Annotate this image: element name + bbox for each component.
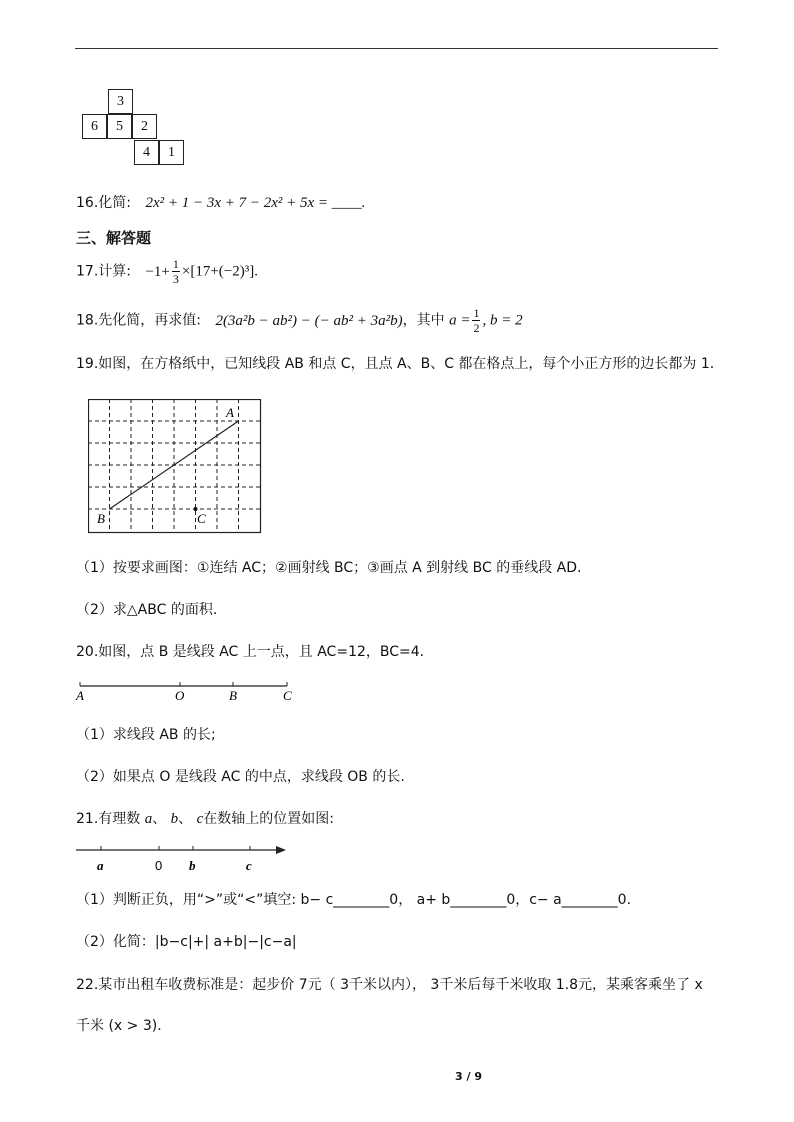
question-20-part-1: （1）求线段 AB 的长; [76, 727, 216, 743]
question-21-part-2: （2）化简：|b−c|+| a+b|−|c−a| [76, 934, 297, 950]
question-label: 16.化简: [76, 195, 131, 211]
label-a: A [226, 405, 234, 420]
math-expression: −1+ [145, 263, 170, 280]
fraction-denominator: 2 [473, 321, 480, 335]
question-19-part-1: （1）按要求画图：①连结 AC；②画射线 BC；③画点 A 到射线 BC 的垂线段 AD. [76, 560, 582, 576]
fraction-numerator: 1 [473, 306, 480, 320]
segment-figure [72, 680, 302, 704]
question-label: 18.先化简，再求值: [76, 312, 201, 329]
question-label: 17.计算: [76, 263, 131, 280]
fraction [172, 258, 180, 285]
condition-expression: a = [449, 312, 471, 329]
header-rule [75, 48, 718, 49]
question-22-line-1: 22.某市出租车收费标准是：起步价 7元（ 3千米以内）， 3千米后每千米收取 1.8元，某乘客乘坐了 x [76, 977, 703, 993]
question-19-text: 19.如图，在方格纸中，已知线段 AB 和点 C，且点 A、B、C 都在格点上，每个小正方形的边长都为 1. [76, 356, 715, 372]
point-label-b: B [229, 688, 237, 703]
point-label-o: O [175, 688, 185, 703]
point-label-a: A [76, 688, 84, 703]
fraction-denominator: 3 [172, 272, 179, 286]
net-cell: 6 [82, 114, 107, 139]
grid-figure [88, 399, 263, 534]
variable-b: b [170, 811, 179, 827]
axis-label-a: a [97, 858, 104, 873]
math-expression: 2x² + 1 − 3x + 7 − 2x² + 5x = ____. [145, 195, 366, 211]
question-18 [76, 307, 523, 334]
page-number: 3 / 9 [455, 1070, 482, 1083]
variable-a: a [144, 811, 153, 827]
question-20-text: 20.如图，点 B 是线段 AC 上一点，且 AC=12，BC=4. [76, 644, 425, 660]
net-cell: 1 [159, 140, 184, 165]
question-21-part-1: （1）判断正负，用“>”或“<”填空: b− c________0， a+ b________0，c− a________0. [76, 892, 632, 908]
section-title: 三、解答题 [76, 229, 152, 247]
fraction-numerator: 1 [172, 257, 179, 271]
net-cell: 5 [107, 114, 132, 139]
condition-text: ，其中 [402, 312, 445, 329]
separator: 、 [178, 811, 193, 827]
question-21-text [76, 808, 334, 828]
fraction [472, 307, 480, 334]
question-19-part-2: （2）求△ABC 的面积. [76, 602, 218, 618]
variable-c: c [196, 811, 204, 827]
label-b: B [97, 511, 105, 526]
point-label-c: C [283, 688, 292, 703]
axis-arrow [276, 846, 286, 854]
question-text: 在数轴上的位置如图: [203, 811, 335, 827]
question-20-part-2: （2）如果点 O 是线段 AC 的中点，求线段 OB 的长. [76, 769, 405, 785]
net-cell: 3 [108, 89, 133, 114]
separator: 、 [152, 811, 167, 827]
question-label: 21.有理数 [76, 811, 141, 827]
question-22-line-2: 千米 (x > 3). [76, 1018, 162, 1034]
math-expression: 2(3a²b − ab²) − (− ab² + 3a²b) [215, 312, 403, 329]
axis-label-zero: 0 [155, 858, 163, 873]
question-16 [76, 192, 366, 212]
math-expression: ×[17+(−2)³]. [181, 263, 258, 280]
question-17 [76, 258, 258, 285]
condition-expression: , b = 2 [482, 312, 523, 329]
label-c: C [197, 511, 206, 526]
net-cell: 4 [134, 140, 159, 165]
number-line [74, 840, 294, 876]
net-cell: 2 [132, 114, 157, 139]
axis-label-c: c [246, 858, 252, 873]
axis-label-b: b [189, 858, 196, 873]
